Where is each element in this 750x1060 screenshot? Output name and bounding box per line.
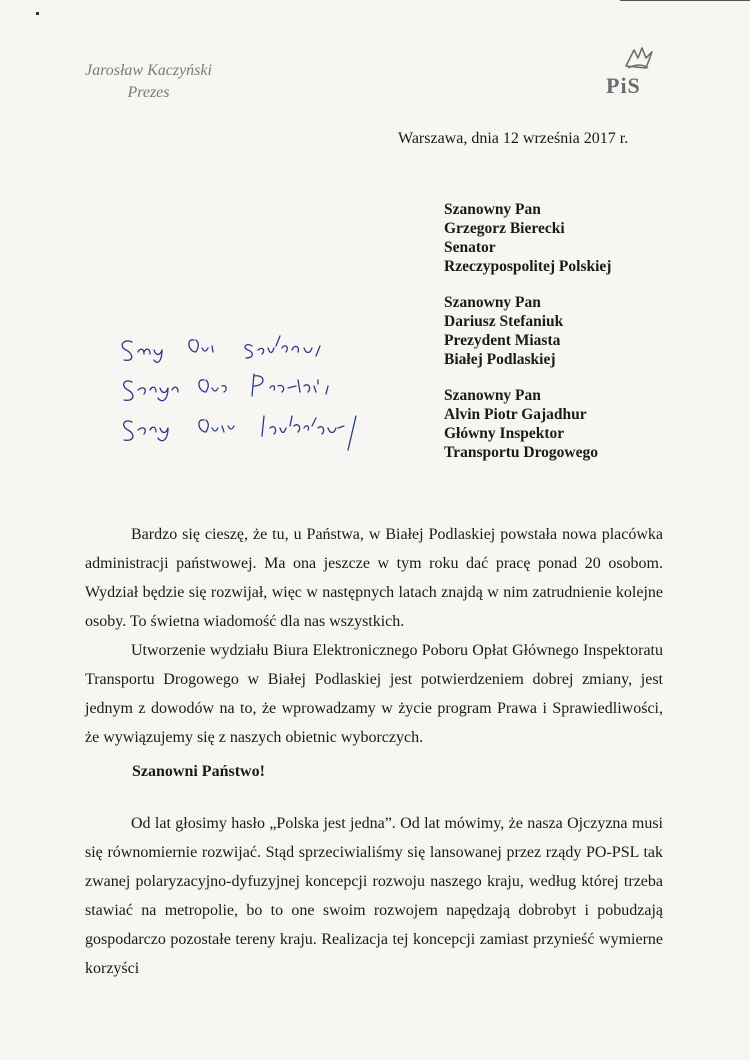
sender-name: Jarosław Kaczyński	[85, 62, 212, 79]
recipients-block	[444, 200, 611, 479]
date-line: Warszawa, dnia 12 września 2017 r.	[398, 130, 629, 147]
recipient-line: Szanowny Pan	[444, 201, 541, 218]
recipient-line: Rzeczypospolitej Polskiej	[444, 258, 612, 275]
recipient-line: Alvin Piotr Gajadhur	[444, 406, 587, 423]
recipient-line: Dariusz Stefaniuk	[444, 313, 564, 330]
recipient-line: Prezydent Miasta	[444, 332, 561, 349]
paragraph-2-text: Utworzenie wydziału Biura Elektronicznego Poboru Opłat Głównego Inspektoratu Transportu Drogowego w Białej Podlaskiej jest potwierdzeniem dobrej zmiany, jest jednym z dowodów na to, że wprowadzamy w życie program Prawa i Sprawiedliwości, że wywiązujemy się z naszych obietnic wyborczych.	[85, 642, 663, 746]
paragraph-3	[85, 809, 663, 983]
paragraph-3-text: Od lat głosimy hasło „Polska jest jedna”. Od lat mówimy, że nasza Ojczyzna musi się równomiernie rozwijać. Stąd sprzeciwialiśmy się lansowanej przez rządy PO-PSL tak zwanej polaryzacyjno-dyfuzyjnej koncepcji rozwoju naszego kraju, według której trzeba stawiać na metropolie, bo to one swoim rozwojem napędzają dobrobyt i pobudzają gospodarczo pozostałe tereny kraju. Realizacja tej koncepcji zamiast przynieść wymierne korzyści	[85, 815, 663, 977]
paragraph-1-text: Bardzo się cieszę, że tu, u Państwa, w Białej Podlaskiej powstała nowa placówka administracji państwowej. Ma ona jeszcze w tym roku dać pracę ponad 20 osobom. Wydział będzie się rozwijał, więc w następnych latach znajdą w nim zatrudnienie kolejne osoby. To świetna wiadomość dla nas wszystkich.	[85, 526, 663, 630]
recipient-line: Szanowny Pan	[444, 387, 541, 404]
scan-mark	[36, 12, 39, 15]
sender-title: Prezes	[127, 84, 170, 101]
recipient-line: Główny Inspektor	[444, 425, 565, 442]
recipient-3	[444, 386, 611, 462]
paragraph-1	[85, 520, 663, 636]
recipient-line: Senator	[444, 239, 496, 256]
recipient-line: Transportu Drogowego	[444, 444, 598, 461]
letterhead-sender	[85, 60, 212, 104]
recipient-line: Grzegorz Bierecki	[444, 220, 565, 237]
recipient-line: Szanowny Pan	[444, 294, 541, 311]
paragraph-2	[85, 636, 663, 752]
logo-text: PiS	[606, 73, 641, 98]
handwritten-greeting	[116, 330, 376, 460]
recipient-2	[444, 293, 611, 369]
scan-edge-line	[620, 0, 750, 1]
greeting: Szanowni Państwo!	[132, 763, 265, 780]
recipient-1	[444, 200, 611, 276]
recipient-line: Białej Podlaskiej	[444, 351, 556, 368]
